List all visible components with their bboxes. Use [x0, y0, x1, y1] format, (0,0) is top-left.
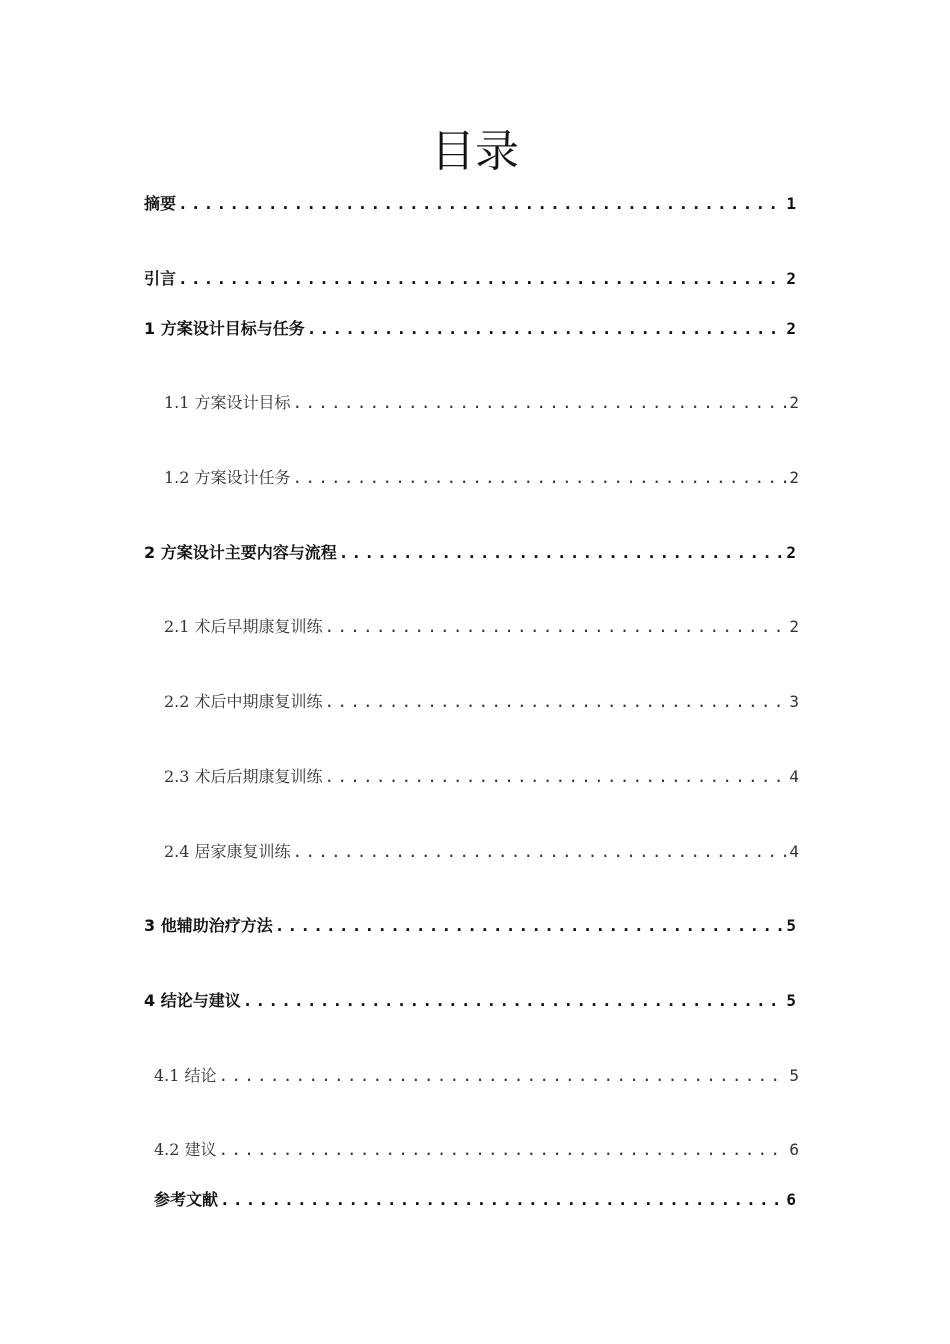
toc-entry-text: 参考文献 — [154, 1190, 219, 1209]
toc-entry[interactable] — [144, 912, 796, 940]
toc-page-number: 2 — [789, 468, 799, 487]
toc-entry-text: 2 方案设计主要内容与流程 — [144, 543, 337, 562]
toc-leader-dots — [275, 912, 785, 940]
toc-entry[interactable] — [154, 1136, 799, 1164]
toc-page-number: 2 — [786, 543, 796, 562]
toc-entry[interactable] — [154, 1186, 796, 1214]
toc-leader-dots — [339, 539, 785, 567]
toc-leader-dots — [293, 389, 788, 417]
toc-leader-dots — [307, 315, 785, 343]
toc-entry-text: 1.1 方案设计目标 — [164, 393, 291, 412]
toc-entry[interactable] — [164, 838, 799, 866]
toc-entry-text: 1 方案设计目标与任务 — [144, 319, 305, 338]
toc-page-number: 2 — [789, 617, 799, 636]
toc-entry-text: 摘要 — [144, 194, 177, 213]
toc-leader-dots — [219, 1062, 788, 1090]
toc-leader-dots — [293, 464, 788, 492]
toc-leader-dots — [325, 688, 788, 716]
toc-entry[interactable] — [164, 389, 799, 417]
toc-entry[interactable] — [164, 763, 799, 791]
toc-page-number: 5 — [786, 916, 796, 935]
toc-leader-dots — [243, 987, 785, 1015]
toc-entry-text: 2.4 居家康复训练 — [164, 842, 291, 861]
toc-page-number: 2 — [786, 319, 796, 338]
toc-entry[interactable] — [144, 265, 796, 293]
toc-entry-text: 4 结论与建议 — [144, 991, 241, 1010]
toc-entry-text: 3 他辅助治疗方法 — [144, 916, 273, 935]
page-title: 目录 — [431, 126, 519, 177]
toc-page-number: 4 — [789, 842, 799, 861]
toc-entry[interactable] — [144, 315, 796, 343]
toc-entry-text: 1.2 方案设计任务 — [164, 468, 291, 487]
toc-leader-dots — [325, 613, 788, 641]
toc-page-number: 2 — [789, 393, 799, 412]
toc-page-number: 3 — [789, 692, 799, 711]
toc-entry[interactable] — [164, 688, 799, 716]
toc-leader-dots — [178, 190, 784, 218]
toc-entry[interactable] — [144, 987, 796, 1015]
toc-entry-text: 2.2 术后中期康复训练 — [164, 692, 323, 711]
toc-entry-text: 4.1 结论 — [154, 1066, 217, 1085]
toc-entry-text: 引言 — [144, 269, 177, 288]
toc-page-number: 5 — [789, 1066, 799, 1085]
toc-page-number: 5 — [786, 991, 796, 1010]
toc-leader-dots — [325, 763, 788, 791]
toc-entry-text: 2.3 术后后期康复训练 — [164, 767, 323, 786]
toc-page-number: 6 — [786, 1190, 796, 1209]
toc-page-number: 1 — [786, 194, 796, 213]
toc-entry[interactable] — [164, 464, 799, 492]
toc-entry[interactable] — [164, 613, 799, 641]
toc-entry[interactable] — [144, 190, 796, 218]
toc-entry-text: 4.2 建议 — [154, 1140, 217, 1159]
toc-leader-dots — [293, 838, 788, 866]
toc-entry[interactable] — [154, 1062, 799, 1090]
toc-leader-dots — [178, 265, 784, 293]
toc-page-number: 6 — [789, 1140, 799, 1159]
toc-entry[interactable] — [144, 539, 796, 567]
toc-leader-dots — [219, 1136, 788, 1164]
toc-page-number: 2 — [786, 269, 796, 288]
toc-leader-dots — [220, 1186, 784, 1214]
toc-page-number: 4 — [789, 767, 799, 786]
toc-entry-text: 2.1 术后早期康复训练 — [164, 617, 323, 636]
